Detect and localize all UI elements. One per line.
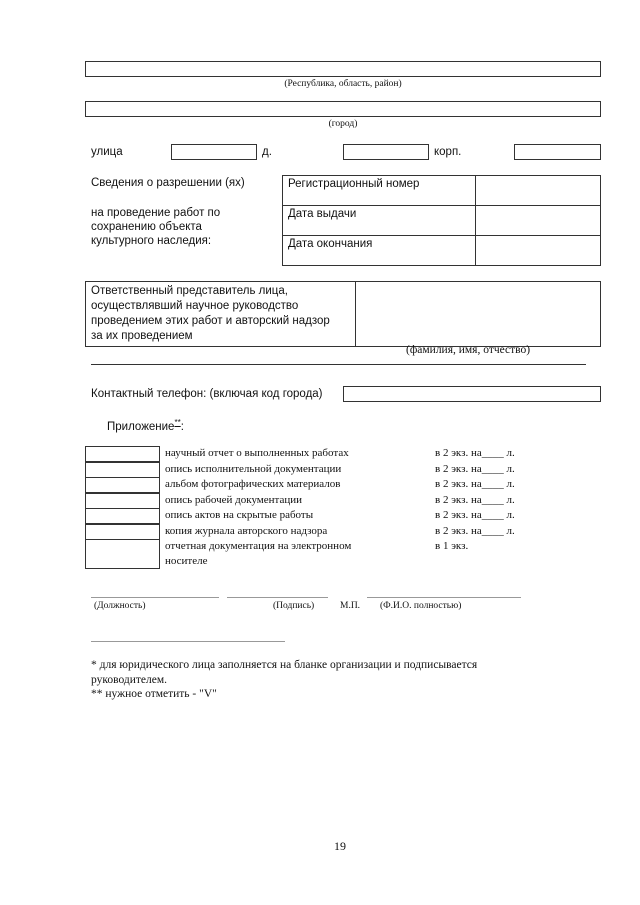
attachment-checkbox[interactable] bbox=[85, 524, 160, 540]
building-field[interactable] bbox=[514, 144, 601, 160]
representative-caption: (фамилия, имя, отчество) bbox=[406, 344, 531, 356]
attachment-name: копия журнала авторского надзора bbox=[165, 524, 328, 537]
attachment-copies: в 1 экз. bbox=[435, 540, 469, 552]
permit-label-line1: Сведения о разрешении (ях) bbox=[91, 177, 245, 189]
representative-line-2: осуществлявший научное руководство bbox=[91, 300, 299, 312]
contact-phone-field[interactable] bbox=[343, 386, 601, 402]
attachment-copies: в 2 экз. на____ л. bbox=[435, 447, 515, 459]
representative-label bbox=[86, 282, 356, 347]
issue-date-field[interactable] bbox=[476, 206, 601, 236]
signature-caption: (Подпись) bbox=[273, 601, 315, 611]
attachment-checkbox[interactable] bbox=[85, 462, 160, 478]
signature-line bbox=[227, 597, 328, 598]
attachment-copies: в 2 экз. на____ л. bbox=[435, 509, 515, 521]
attachment-copies: в 2 экз. на____ л. bbox=[435, 493, 515, 506]
registration-number-label: Регистрационный номер bbox=[283, 176, 476, 206]
representative-table bbox=[85, 281, 601, 347]
attachment-checkbox[interactable] bbox=[85, 446, 160, 462]
attachment-name: отчетная документация на электронном bbox=[165, 540, 352, 552]
attachment-name-line2: носителе bbox=[165, 555, 208, 567]
footnote-1-line2: руководителем. bbox=[91, 674, 168, 686]
position-caption: (Должность) bbox=[94, 601, 146, 611]
permit-label-line2: на проведение работ по bbox=[91, 207, 221, 219]
expiry-date-field[interactable] bbox=[476, 236, 601, 266]
stamp-caption: М.П. bbox=[340, 601, 361, 611]
street-field[interactable] bbox=[171, 144, 257, 160]
attachment-name: альбом фотографических материалов bbox=[165, 478, 341, 490]
representative-underline bbox=[91, 364, 586, 365]
representative-field[interactable] bbox=[356, 282, 601, 347]
permit-label-line4: культурного наследия: bbox=[91, 235, 212, 247]
attachment-copies: в 2 экз. на____ л. bbox=[435, 524, 515, 537]
attachment-copies: в 2 экз. на____ л. bbox=[435, 478, 515, 490]
attachment-checkbox[interactable] bbox=[85, 477, 160, 493]
contact-phone-label: Контактный телефон: (включая код города) bbox=[91, 388, 323, 400]
building-label: корп. bbox=[434, 146, 462, 158]
house-field[interactable] bbox=[343, 144, 429, 160]
permit-label-line3: сохранению объекта bbox=[91, 221, 202, 233]
footnote-2: ** нужное отметить - "V" bbox=[91, 688, 217, 700]
region-caption: (Республика, область, район) bbox=[284, 79, 402, 89]
position-line bbox=[91, 597, 219, 598]
attachment-name: научный отчет о выполненных работах bbox=[165, 447, 349, 459]
attachment-checkbox[interactable] bbox=[85, 493, 160, 509]
registration-number-field[interactable] bbox=[476, 176, 601, 206]
attachments-heading: Приложение**: bbox=[107, 418, 184, 433]
attachment-name: опись актов на скрытые работы bbox=[165, 509, 314, 521]
expiry-date-label: Дата окончания bbox=[283, 236, 476, 266]
city-field[interactable] bbox=[85, 101, 601, 117]
heading-footnote-mark: ** bbox=[174, 418, 181, 427]
house-label: д. bbox=[262, 146, 272, 158]
street-label: улица bbox=[91, 146, 123, 158]
attachment-copies: в 2 экз. на____ л. bbox=[435, 462, 515, 475]
region-field[interactable] bbox=[85, 61, 601, 77]
permit-table bbox=[282, 175, 601, 266]
footnote-separator bbox=[91, 641, 285, 642]
attachment-checkbox[interactable] bbox=[85, 508, 160, 524]
representative-line-4: за их проведением bbox=[91, 330, 193, 342]
representative-line-3: проведением этих работ и авторский надзор bbox=[91, 315, 330, 327]
city-caption: (город) bbox=[328, 119, 358, 129]
attachment-name: опись рабочей документации bbox=[165, 493, 303, 506]
fio-line bbox=[367, 597, 521, 598]
page-number: 19 bbox=[334, 839, 346, 853]
representative-line-1: Ответственный представитель лица, bbox=[91, 285, 288, 297]
footnote-1-line1: * для юридического лица заполняется на бланке организации и подписывается bbox=[91, 659, 478, 671]
fio-caption: (Ф.И.О. полностью) bbox=[380, 601, 462, 611]
issue-date-label: Дата выдачи bbox=[283, 206, 476, 236]
attachment-checkbox[interactable] bbox=[85, 539, 160, 569]
attachment-name: опись исполнительной документации bbox=[165, 462, 342, 475]
